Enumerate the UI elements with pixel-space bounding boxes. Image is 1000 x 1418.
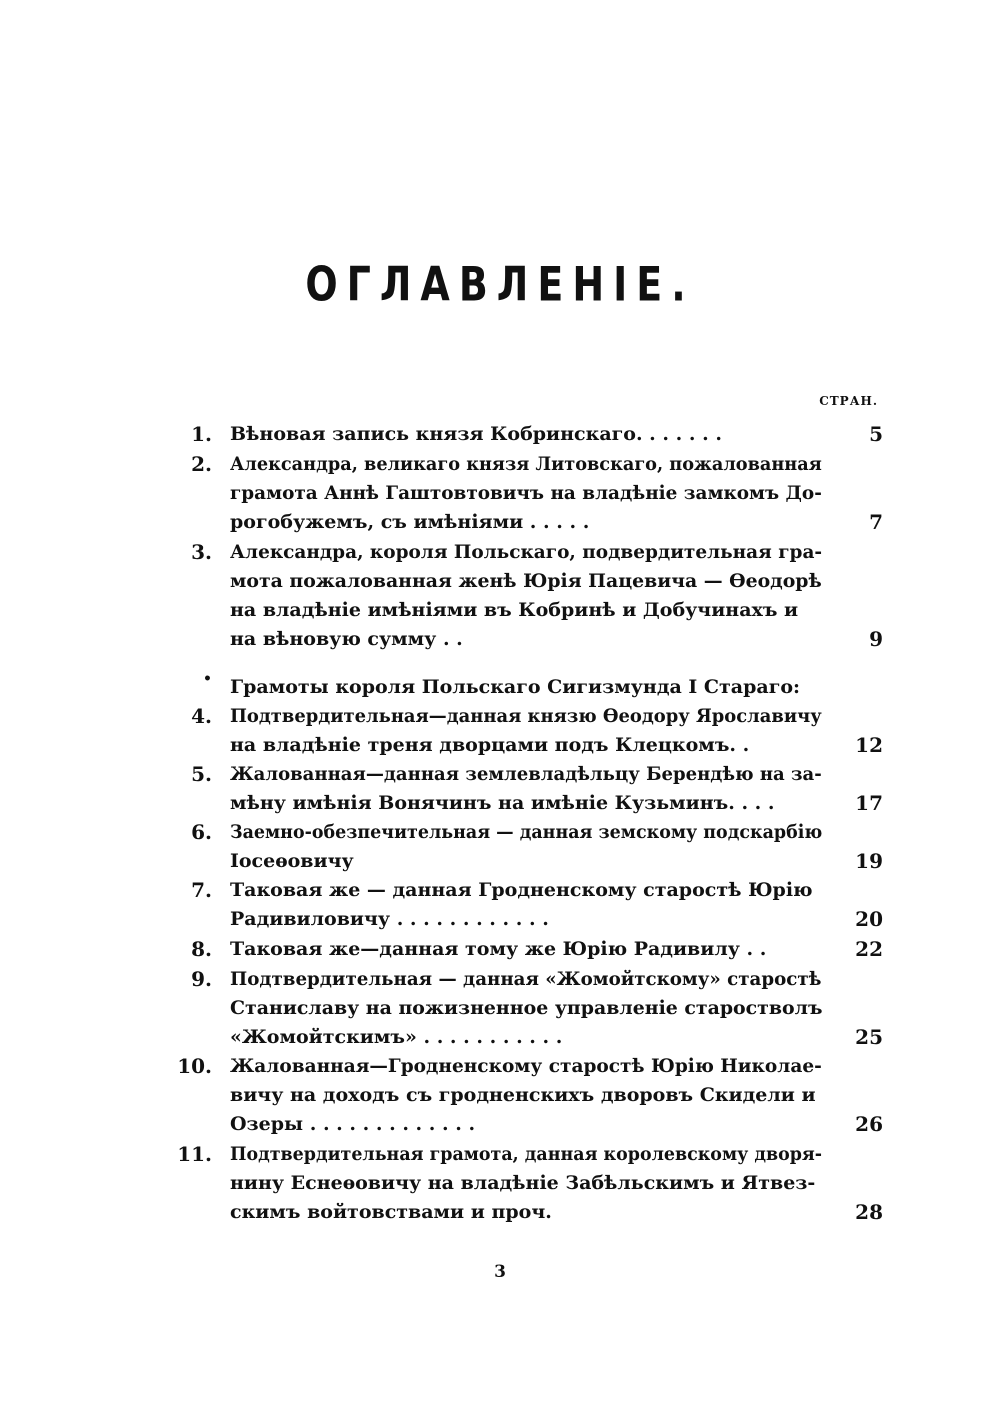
entry-page: 12 [855,733,883,757]
section-bullet: • [203,671,212,687]
entry-text-line: Озеры . . . . . . . . . . . . . [230,1113,476,1135]
entry-number: 2. [191,452,212,476]
entry-page: 5 [869,422,883,446]
entry-text-line: скимъ войтовствами и проч. [230,1201,552,1223]
entry-text-line: на владѣніе имѣніями въ Кобринѣ и Добучинахъ и [230,599,799,621]
entry-text-line: нину Еснеѳовичу на владѣніе Забѣльскимъ и Ятвез- [230,1172,816,1194]
entry-text-line: мѣну имѣнія Вонячинъ на имѣніе Кузьминъ. . . . [230,792,775,814]
entry-number: 4. [191,704,212,728]
entry-text-line: Вѣновая запись князя Кобринскаго. . . . . . . [230,423,722,445]
entry-number: 6. [191,820,212,844]
entry-number: 9. [191,967,212,991]
entry-text-line: Жалованная—Гродненскому старостѣ Юрію Николае- [230,1055,822,1077]
entry-text-line: Подтвердительная — данная «Жомойтскому» старостѣ [230,968,822,990]
entry-text-line: мота пожалованная женѣ Юрія Пацевича — Ѳеодорѣ [230,570,822,592]
entry-text-line: рогобужемъ, съ имѣніями . . . . . [230,511,590,533]
entry-text-line: Александра, великаго князя Литовскаго, пожалованная [230,453,822,475]
entry-number: 10. [177,1054,212,1078]
entry-page: 9 [869,627,883,651]
page-column-header: СТРАН. [819,394,878,408]
entry-page: 28 [855,1200,883,1224]
entry-text-line: на вѣновую сумму . . [230,628,463,650]
entry-text-line: Подтвердительная—данная князю Ѳеодору Ярославичу [230,705,822,727]
entry-page: 19 [855,849,883,873]
entry-text-line: Іосеѳовичу [230,850,354,872]
entry-text-line: вичу на доходъ съ гродненскихъ дворовъ Скидели и [230,1084,816,1106]
section-heading: Грамоты короля Польскаго Сигизмунда I Стараго: [230,676,801,698]
entry-number: 5. [191,762,212,786]
entry-number: 11. [177,1142,212,1166]
entry-text-line: Жалованная—данная землевладѣльцу Берендѣю на за- [230,763,822,785]
entry-text-line: Подтвердительная грамота, данная королевскому дворя- [230,1143,823,1165]
entry-number: 7. [191,878,212,902]
entry-page: 25 [855,1025,883,1049]
entry-text-line: Заемно-обезпечительная — данная земскому подскарбію [230,821,822,843]
table-of-contents [170,0,885,1418]
page-title: ОГЛАВЛЕНІЕ. [305,256,695,312]
entry-text-line: Радивиловичу . . . . . . . . . . . . [230,908,549,930]
page-number: 3 [494,1262,506,1282]
entry-text-line: Станиславу на пожизненное управленіе старостволъ [230,997,823,1019]
entry-number: 3. [191,540,212,564]
entry-number: 1. [191,422,212,446]
entry-text-line: «Жомойтскимъ» . . . . . . . . . . . [230,1026,563,1048]
entry-text-line: Александра, короля Польскаго, подвердительная гра- [230,541,822,563]
entry-page: 26 [855,1112,883,1136]
entry-page: 22 [855,937,883,961]
entry-page: 17 [855,791,883,815]
entry-number: 8. [191,937,212,961]
entry-text-line: на владѣніе треня дворцами подъ Клецкомъ. . [230,734,750,756]
entry-text-line: Таковая же—данная тому же Юрію Радивилу . . [230,938,767,960]
entry-page: 7 [869,510,883,534]
entry-page: 20 [855,907,883,931]
entry-text-line: Таковая же — данная Гродненскому старостѣ Юрію [230,879,813,901]
entry-text-line: грамота Аннѣ Гаштовтовичъ на владѣніе замкомъ До- [230,482,822,504]
